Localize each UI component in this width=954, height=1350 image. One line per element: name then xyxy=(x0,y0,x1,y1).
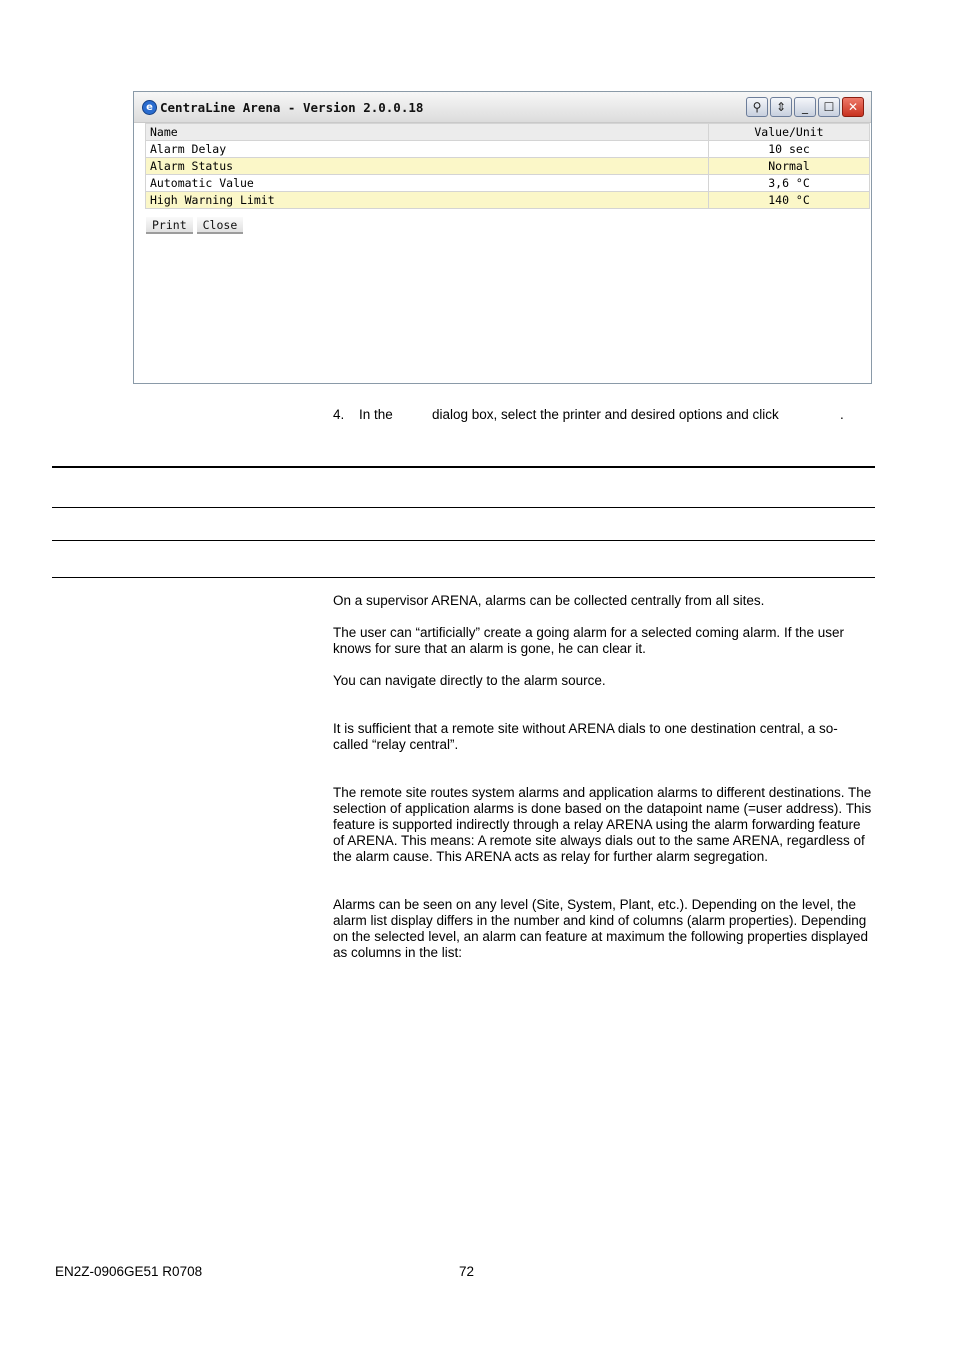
close-icon[interactable]: ✕ xyxy=(842,97,864,117)
window-title: CentraLine Arena - Version 2.0.0.18 xyxy=(160,100,424,115)
action-buttons xyxy=(146,217,243,234)
divider xyxy=(52,507,875,508)
divider xyxy=(52,466,875,468)
paragraph: Alarms can be seen on any level (Site, System, Plant, etc.). Depending on the level, the alarm list display differs in the number and kind of columns (alarm properties). Depending on the selected level, an alarm can feature at maximum the following properties displayed as columns in the list: xyxy=(333,897,869,960)
footer-doc-id: EN2Z-0906GE51 R0708 xyxy=(55,1264,203,1279)
table-row[interactable] xyxy=(146,175,870,192)
row-value: 140 °C xyxy=(709,192,870,209)
step-text-part3: . xyxy=(840,407,844,422)
paragraph: You can navigate directly to the alarm source. xyxy=(333,673,606,688)
minimize-icon[interactable]: _ xyxy=(794,97,816,117)
paragraph: On a supervisor ARENA, alarms can be collected centrally from all sites. xyxy=(333,593,765,608)
step-number: 4. xyxy=(333,407,345,422)
properties-table xyxy=(145,123,870,209)
column-header-name[interactable]: Name xyxy=(146,124,709,141)
row-name: Automatic Value xyxy=(146,175,709,192)
footer-page-number: 72 xyxy=(459,1264,475,1279)
step-text-part1: In the xyxy=(359,407,393,422)
paragraph: The remote site routes system alarms and application alarms to different destinations. The selection of application alarms is done based on the datapoint name (=user address). This feature is supported indirectly through a relay ARENA using the alarm forwarding feature of ARENA. This means: A remote site always dials out to the same ARENA, regardless of the alarm cause. This ARENA acts as relay for further alarm segregation. xyxy=(333,785,872,864)
maximize-icon[interactable]: ☐ xyxy=(818,97,840,117)
paragraph: It is sufficient that a remote site without ARENA dials to one destination central, a so-called “relay central”. xyxy=(333,721,838,752)
step-text-part2: dialog box, select the printer and desired options and click xyxy=(432,407,779,422)
print-button[interactable]: Print xyxy=(146,217,193,234)
row-name: High Warning Limit xyxy=(146,192,709,209)
column-header-value[interactable]: Value/Unit xyxy=(709,124,870,141)
divider xyxy=(52,577,875,578)
ie-app-icon: e xyxy=(142,100,157,115)
close-button[interactable]: Close xyxy=(197,217,244,234)
row-name: Alarm Status xyxy=(146,158,709,175)
row-value: 3,6 °C xyxy=(709,175,870,192)
pin-icon[interactable]: ⚲ xyxy=(746,97,768,117)
arena-window xyxy=(133,91,872,384)
table-row[interactable] xyxy=(146,141,870,158)
row-value: Normal xyxy=(709,158,870,175)
row-name: Alarm Delay xyxy=(146,141,709,158)
table-header-row xyxy=(146,124,870,141)
divider xyxy=(52,540,875,541)
paragraph: The user can “artificially” create a going alarm for a selected coming alarm. If the user knows for sure that an alarm is gone, he can clear it. xyxy=(333,625,844,656)
table-row[interactable] xyxy=(146,192,870,209)
table-row[interactable] xyxy=(146,158,870,175)
row-value: 10 sec xyxy=(709,141,870,158)
refresh-icon[interactable]: ⇕ xyxy=(770,97,792,117)
window-titlebar xyxy=(134,92,871,123)
window-controls xyxy=(746,97,864,117)
